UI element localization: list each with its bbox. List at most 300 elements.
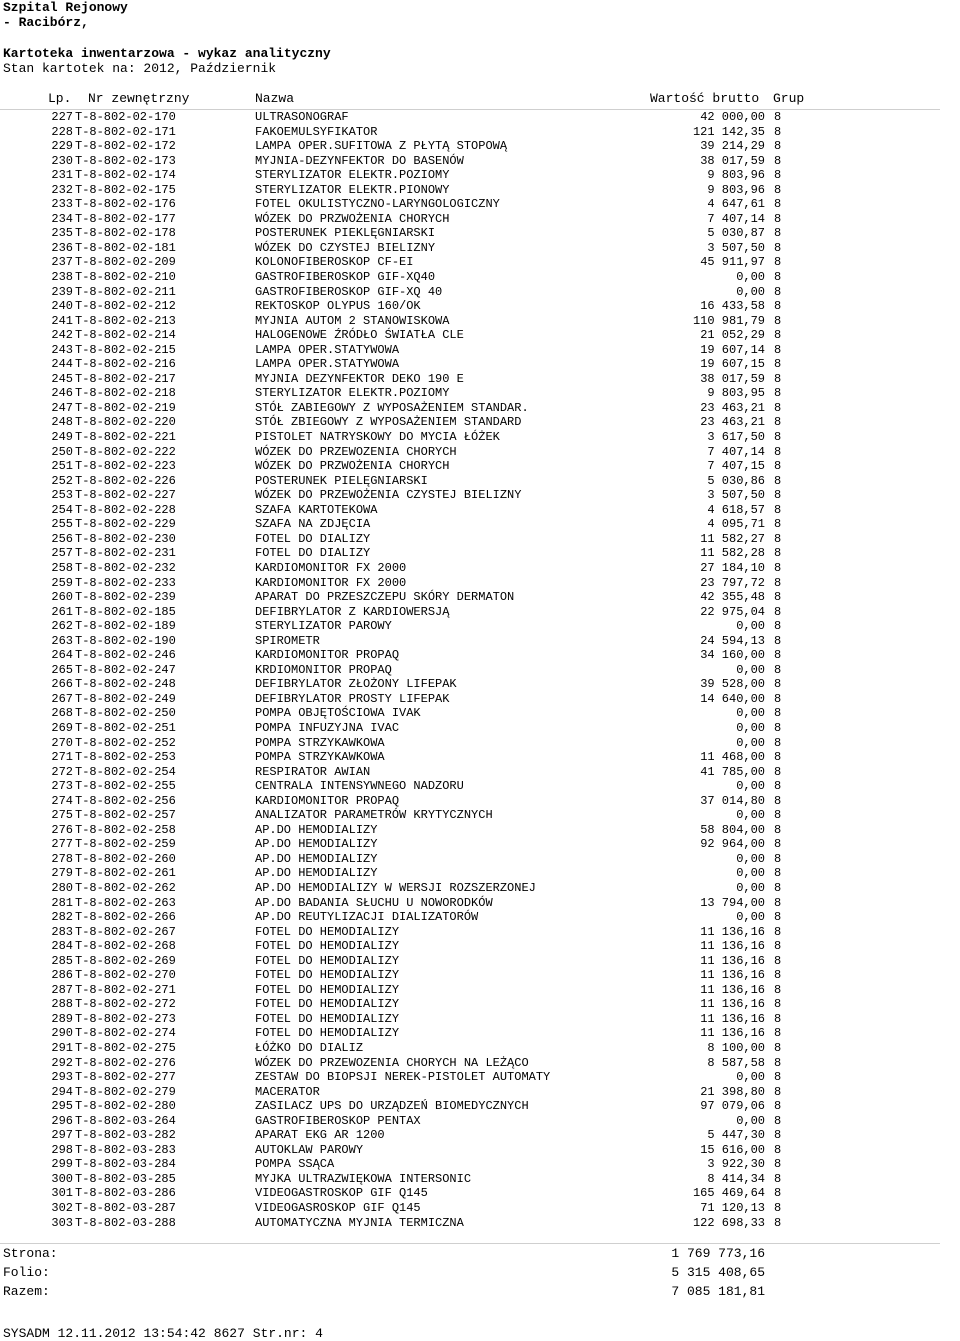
- row-lp: 281: [51, 895, 73, 910]
- row-group: 8: [774, 139, 782, 154]
- inventory-table: [0, 110, 960, 1230]
- row-value: 0,00: [736, 662, 765, 677]
- row-group: 8: [774, 110, 782, 124]
- row-group: 8: [774, 328, 782, 343]
- row-group: 8: [774, 240, 782, 255]
- table-row: [0, 401, 960, 416]
- summary-strona: [0, 1245, 960, 1263]
- table-row: [0, 1041, 960, 1056]
- row-name: KARDIOMONITOR PROPAQ: [255, 648, 400, 663]
- row-lp: 295: [51, 1099, 73, 1114]
- row-lp: 241: [51, 313, 73, 328]
- row-nr: T-8-802-02-176: [75, 197, 176, 212]
- row-value: 19 607,15: [700, 357, 765, 372]
- table-row: [0, 372, 960, 387]
- row-nr: T-8-802-02-172: [75, 139, 176, 154]
- row-value: 110 981,79: [692, 313, 765, 328]
- row-nr: T-8-802-02-221: [75, 430, 176, 445]
- report-subtitle: Stan kartotek na: 2012, Październik: [3, 61, 277, 76]
- hospital-city: - Racibórz,: [3, 15, 89, 30]
- row-name: KARDIOMONITOR PROPAQ: [255, 793, 400, 808]
- col-lp-header: Lp.: [48, 91, 72, 106]
- row-nr: T-8-802-02-266: [75, 910, 176, 925]
- row-nr: T-8-802-02-248: [75, 677, 176, 692]
- row-value: 38 017,59: [700, 371, 765, 386]
- row-value: 11 136,16: [700, 953, 765, 968]
- row-value: 5 030,86: [707, 473, 765, 488]
- row-group: 8: [774, 924, 782, 939]
- row-name: POMPA OBJĘTOŚCIOWA IVAK: [255, 706, 421, 721]
- table-row: [0, 721, 960, 736]
- row-name: POMPA INFUZYJNA IVAC: [255, 720, 400, 735]
- folio-label: Folio:: [3, 1265, 50, 1280]
- row-group: 8: [774, 677, 782, 692]
- row-lp: 271: [51, 750, 73, 765]
- row-lp: 236: [51, 240, 73, 255]
- row-lp: 253: [51, 488, 73, 503]
- row-nr: T-8-802-02-174: [75, 168, 176, 183]
- table-row: [0, 328, 960, 343]
- row-lp: 270: [51, 735, 73, 750]
- table-row: [0, 983, 960, 998]
- row-lp: 227: [51, 110, 73, 124]
- row-nr: T-8-802-02-185: [75, 604, 176, 619]
- row-name: AP.DO BADANIA SŁUCHU U NOWORODKÓW: [255, 895, 493, 910]
- row-value: 7 407,14: [707, 444, 765, 459]
- row-name: CENTRALA INTENSYWNEGO NADZORU: [255, 779, 464, 794]
- row-value: 39 528,00: [700, 677, 765, 692]
- table-row: [0, 445, 960, 460]
- table-row: [0, 881, 960, 896]
- row-value: 3 922,30: [707, 1157, 765, 1172]
- table-row: [0, 619, 960, 634]
- row-name: DEFIBRYLATOR Z KARDIOWERSJĄ: [255, 604, 450, 619]
- row-name: MYJKA ULTRAZWIĘKOWA INTERSONIC: [255, 1171, 472, 1186]
- row-value: 45 911,97: [700, 255, 765, 270]
- row-value: 0,00: [736, 1113, 765, 1128]
- row-name: AUTOKLAW PAROWY: [255, 1142, 364, 1157]
- row-name: WÓZEK DO PRZEWOZENIA CHORYCH NA LEŻĄCO: [255, 1055, 529, 1070]
- row-nr: T-8-802-02-230: [75, 531, 176, 546]
- row-lp: 251: [51, 459, 73, 474]
- row-name: KARDIOMONITOR FX 2000: [255, 575, 407, 590]
- row-name: KRDIOMONITOR PROPAQ: [255, 662, 392, 677]
- row-name: STERYLIZATOR ELEKTR.PIONOWY: [255, 182, 450, 197]
- row-group: 8: [774, 750, 782, 765]
- row-group: 8: [774, 822, 782, 837]
- row-name: FOTEL DO HEMODIALIZY: [255, 968, 400, 983]
- row-nr: T-8-802-02-229: [75, 517, 176, 532]
- table-row: [0, 896, 960, 911]
- row-group: 8: [774, 488, 782, 503]
- row-group: 8: [774, 604, 782, 619]
- row-group: 8: [774, 313, 782, 328]
- row-name: REKTOSKOP OLYPUS 160/OK: [255, 299, 421, 314]
- row-name: FOTEL OKULISTYCZNO-LARYNGOLOGICZNY: [255, 197, 500, 212]
- row-nr: T-8-802-02-220: [75, 415, 176, 430]
- row-value: 5 447,30: [707, 1128, 765, 1143]
- page-footer: [3, 1326, 323, 1341]
- row-group: 8: [774, 255, 782, 270]
- table-row: [0, 910, 960, 925]
- row-lp: 296: [51, 1113, 73, 1128]
- row-lp: 279: [51, 866, 73, 881]
- row-group: 8: [774, 720, 782, 735]
- row-name: LAMPA OPER.STATYWOWA: [255, 342, 400, 357]
- row-value: 0,00: [736, 779, 765, 794]
- row-nr: T-8-802-02-219: [75, 400, 176, 415]
- summary-razem: [0, 1283, 960, 1301]
- row-name: HALOGENOWE ŹRÓDŁO ŚWIATŁA CLE: [255, 328, 464, 343]
- row-group: 8: [774, 1084, 782, 1099]
- row-group: 8: [774, 706, 782, 721]
- table-row: [0, 997, 960, 1012]
- row-nr: T-8-802-03-283: [75, 1142, 176, 1157]
- row-name: VIDEOGASROSKOP GIF Q145: [255, 1201, 421, 1216]
- table-row: [0, 692, 960, 707]
- row-lp: 290: [51, 1026, 73, 1041]
- row-value: 5 030,87: [707, 226, 765, 241]
- table-row: [0, 255, 960, 270]
- row-group: 8: [774, 764, 782, 779]
- row-lp: 240: [51, 299, 73, 314]
- hospital-name: Szpital Rejonowy: [3, 0, 128, 15]
- table-row: [0, 576, 960, 591]
- row-lp: 255: [51, 517, 73, 532]
- row-group: 8: [774, 779, 782, 794]
- row-group: 8: [774, 837, 782, 852]
- table-row: [0, 1172, 960, 1187]
- row-name: KARDIOMONITOR FX 2000: [255, 560, 407, 575]
- row-name: WÓZEK DO PRZEWOZENIA CHORYCH: [255, 444, 457, 459]
- row-nr: T-8-802-02-256: [75, 793, 176, 808]
- row-name: LAMPA OPER.SUFITOWA Z PŁYTĄ STOPOWĄ: [255, 139, 508, 154]
- row-lp: 303: [51, 1215, 73, 1230]
- row-name: FOTEL DO HEMODIALIZY: [255, 1026, 400, 1041]
- row-lp: 249: [51, 430, 73, 445]
- row-group: 8: [774, 531, 782, 546]
- table-row: [0, 285, 960, 300]
- row-value: 23 797,72: [700, 575, 765, 590]
- row-value: 11 136,16: [700, 939, 765, 954]
- row-nr: T-8-802-02-239: [75, 590, 176, 605]
- row-lp: 244: [51, 357, 73, 372]
- row-nr: T-8-802-02-252: [75, 735, 176, 750]
- row-lp: 245: [51, 371, 73, 386]
- row-group: 8: [774, 444, 782, 459]
- table-row: [0, 1186, 960, 1201]
- table-row: [0, 866, 960, 881]
- table-row: [0, 459, 960, 474]
- row-lp: 261: [51, 604, 73, 619]
- row-nr: T-8-802-02-269: [75, 953, 176, 968]
- row-lp: 239: [51, 284, 73, 299]
- row-lp: 258: [51, 560, 73, 575]
- row-nr: T-8-802-02-209: [75, 255, 176, 270]
- table-row: [0, 779, 960, 794]
- row-group: 8: [774, 124, 782, 139]
- row-value: 0,00: [736, 720, 765, 735]
- row-lp: 232: [51, 182, 73, 197]
- row-group: 8: [774, 415, 782, 430]
- row-group: 8: [774, 895, 782, 910]
- row-lp: 297: [51, 1128, 73, 1143]
- row-nr: T-8-802-02-215: [75, 342, 176, 357]
- row-lp: 267: [51, 691, 73, 706]
- row-lp: 254: [51, 502, 73, 517]
- table-row: [0, 1157, 960, 1172]
- row-group: 8: [774, 211, 782, 226]
- table-row: [0, 488, 960, 503]
- table-row: [0, 110, 960, 125]
- col-group-header: Grup: [773, 91, 805, 106]
- row-group: 8: [774, 910, 782, 925]
- row-nr: T-8-802-02-216: [75, 357, 176, 372]
- table-row: [0, 648, 960, 663]
- row-value: 34 160,00: [700, 648, 765, 663]
- row-value: 38 017,59: [700, 153, 765, 168]
- row-value: 42 000,00: [700, 110, 765, 124]
- table-row: [0, 605, 960, 620]
- row-value: 9 803,96: [707, 168, 765, 183]
- row-nr: T-8-802-02-223: [75, 459, 176, 474]
- row-name: GASTROFIBEROSKOP GIF-XQ40: [255, 270, 436, 285]
- table-row: [0, 415, 960, 430]
- row-value: 41 785,00: [700, 764, 765, 779]
- row-lp: 263: [51, 633, 73, 648]
- row-value: 0,00: [736, 851, 765, 866]
- table-row: [0, 474, 960, 489]
- row-group: 8: [774, 851, 782, 866]
- row-value: 39 214,29: [700, 139, 765, 154]
- row-name: RESPIRATOR AWIAN: [255, 764, 371, 779]
- row-group: 8: [774, 342, 782, 357]
- row-group: 8: [774, 546, 782, 561]
- row-nr: T-8-802-03-285: [75, 1171, 176, 1186]
- row-value: 121 142,35: [692, 124, 765, 139]
- table-row: [0, 1056, 960, 1071]
- row-nr: T-8-802-02-211: [75, 284, 176, 299]
- row-group: 8: [774, 982, 782, 997]
- table-row: [0, 1070, 960, 1085]
- row-lp: 289: [51, 1011, 73, 1026]
- row-name: FOTEL DO HEMODIALIZY: [255, 1011, 400, 1026]
- row-lp: 257: [51, 546, 73, 561]
- row-group: 8: [774, 517, 782, 532]
- row-nr: T-8-802-03-288: [75, 1215, 176, 1230]
- row-nr: T-8-802-02-272: [75, 997, 176, 1012]
- row-name: SPIROMETR: [255, 633, 320, 648]
- row-lp: 237: [51, 255, 73, 270]
- row-lp: 233: [51, 197, 73, 212]
- row-name: AP.DO HEMODIALIZY W WERSJI ROZSZERZONEJ: [255, 880, 536, 895]
- table-row: [0, 197, 960, 212]
- footer-date: 12.11.2012: [57, 1326, 136, 1341]
- row-lp: 248: [51, 415, 73, 430]
- row-name: SZAFA NA ZDJĘCIA: [255, 517, 371, 532]
- row-group: 8: [774, 1157, 782, 1172]
- table-row: [0, 241, 960, 256]
- row-value: 11 136,16: [700, 997, 765, 1012]
- row-name: SZAFA KARTOTEKOWA: [255, 502, 378, 517]
- row-nr: T-8-802-02-253: [75, 750, 176, 765]
- row-name: DEFIBRYLATOR PROSTY LIFEPAK: [255, 691, 450, 706]
- row-nr: T-8-802-02-268: [75, 939, 176, 954]
- row-group: 8: [774, 400, 782, 415]
- table-row: [0, 1128, 960, 1143]
- row-value: 3 507,50: [707, 240, 765, 255]
- row-lp: 229: [51, 139, 73, 154]
- table-row: [0, 1143, 960, 1158]
- row-lp: 299: [51, 1157, 73, 1172]
- table-row: [0, 532, 960, 547]
- table-row: [0, 430, 960, 445]
- row-nr: T-8-802-03-282: [75, 1128, 176, 1143]
- row-lp: 302: [51, 1201, 73, 1216]
- row-value: 0,00: [736, 880, 765, 895]
- row-value: 4 618,57: [707, 502, 765, 517]
- row-group: 8: [774, 953, 782, 968]
- row-name: POSTERUNEK PIEKLĘGNIARSKI: [255, 226, 436, 241]
- row-group: 8: [774, 939, 782, 954]
- row-value: 22 975,04: [700, 604, 765, 619]
- column-headers: [0, 91, 960, 107]
- row-group: 8: [774, 1201, 782, 1216]
- row-group: 8: [774, 1142, 782, 1157]
- row-value: 42 355,48: [700, 590, 765, 605]
- row-lp: 259: [51, 575, 73, 590]
- row-name: APARAT DO PRZESZCZEPU SKÓRY DERMATON: [255, 590, 515, 605]
- row-nr: T-8-802-02-258: [75, 822, 176, 837]
- row-value: 0,00: [736, 735, 765, 750]
- row-lp: 231: [51, 168, 73, 183]
- row-nr: T-8-802-02-170: [75, 110, 176, 124]
- table-row: [0, 125, 960, 140]
- row-lp: 256: [51, 531, 73, 546]
- row-name: GASTROFIBEROSKOP GIF-XQ 40: [255, 284, 443, 299]
- row-name: FOTEL DO HEMODIALIZY: [255, 924, 400, 939]
- row-value: 23 463,21: [700, 400, 765, 415]
- table-row: [0, 299, 960, 314]
- row-lp: 301: [51, 1186, 73, 1201]
- row-group: 8: [774, 1128, 782, 1143]
- row-nr: T-8-802-02-190: [75, 633, 176, 648]
- row-value: 21 052,29: [700, 328, 765, 343]
- row-group: 8: [774, 357, 782, 372]
- row-nr: T-8-802-02-171: [75, 124, 176, 139]
- table-row: [0, 154, 960, 169]
- table-row: [0, 270, 960, 285]
- row-nr: T-8-802-02-275: [75, 1041, 176, 1055]
- row-value: 8 100,00: [707, 1041, 765, 1055]
- strona-label: Strona:: [3, 1246, 58, 1261]
- row-group: 8: [774, 1171, 782, 1186]
- row-lp: 265: [51, 662, 73, 677]
- row-nr: T-8-802-02-231: [75, 546, 176, 561]
- table-row: [0, 1085, 960, 1100]
- row-lp: 269: [51, 720, 73, 735]
- row-nr: T-8-802-03-264: [75, 1113, 176, 1128]
- row-lp: 287: [51, 982, 73, 997]
- row-name: AUTOMATYCZNA MYJNIA TERMICZNA: [255, 1215, 464, 1230]
- row-group: 8: [774, 1055, 782, 1070]
- row-nr: T-8-802-02-262: [75, 880, 176, 895]
- row-name: DEFIBRYLATOR ZŁOŻONY LIFEPAK: [255, 677, 457, 692]
- row-value: 58 804,00: [700, 822, 765, 837]
- row-value: 14 640,00: [700, 691, 765, 706]
- row-nr: T-8-802-02-233: [75, 575, 176, 590]
- table-row: [0, 852, 960, 867]
- row-value: 3 617,50: [707, 430, 765, 445]
- row-nr: T-8-802-02-217: [75, 371, 176, 386]
- row-nr: T-8-802-02-212: [75, 299, 176, 314]
- row-nr: T-8-802-02-254: [75, 764, 176, 779]
- row-nr: T-8-802-02-279: [75, 1084, 176, 1099]
- table-row: [0, 517, 960, 532]
- row-nr: T-8-802-02-249: [75, 691, 176, 706]
- table-row: [0, 1201, 960, 1216]
- row-group: 8: [774, 1026, 782, 1041]
- row-value: 11 582,27: [700, 531, 765, 546]
- table-row: [0, 386, 960, 401]
- row-lp: 266: [51, 677, 73, 692]
- footer-code: 8627: [213, 1326, 245, 1341]
- table-row: [0, 1216, 960, 1231]
- row-lp: 250: [51, 444, 73, 459]
- row-group: 8: [774, 473, 782, 488]
- row-value: 165 469,64: [692, 1186, 765, 1201]
- row-lp: 276: [51, 822, 73, 837]
- row-name: AP.DO HEMODIALIZY: [255, 851, 378, 866]
- row-nr: T-8-802-03-284: [75, 1157, 176, 1172]
- row-name: KOLONOFIBEROSKOP CF-EI: [255, 255, 414, 270]
- row-name: ŁÓŻKO DO DIALIZ: [255, 1041, 364, 1055]
- row-lp: 235: [51, 226, 73, 241]
- row-lp: 282: [51, 910, 73, 925]
- row-lp: 291: [51, 1041, 73, 1055]
- row-lp: 293: [51, 1070, 73, 1085]
- row-group: 8: [774, 619, 782, 634]
- row-nr: T-8-802-03-287: [75, 1201, 176, 1216]
- row-group: 8: [774, 590, 782, 605]
- table-row: [0, 168, 960, 183]
- row-name: STERYLIZATOR ELEKTR.POZIOMY: [255, 386, 450, 401]
- row-lp: 273: [51, 779, 73, 794]
- row-lp: 262: [51, 619, 73, 634]
- row-lp: 288: [51, 997, 73, 1012]
- row-name: ZESTAW DO BIOPSJI NEREK-PISTOLET AUTOMATY: [255, 1070, 551, 1085]
- strona-value: 1 769 773,16: [671, 1246, 765, 1261]
- row-value: 15 616,00: [700, 1142, 765, 1157]
- row-name: AP.DO REUTYLIZACJI DIALIZATORÓW: [255, 910, 479, 925]
- row-group: 8: [774, 1041, 782, 1055]
- razem-value: 7 085 181,81: [671, 1284, 765, 1299]
- row-nr: T-8-802-02-273: [75, 1011, 176, 1026]
- row-name: MACERATOR: [255, 1084, 320, 1099]
- row-nr: T-8-802-02-173: [75, 153, 176, 168]
- row-lp: 268: [51, 706, 73, 721]
- row-group: 8: [774, 575, 782, 590]
- row-group: 8: [774, 1186, 782, 1201]
- row-lp: 228: [51, 124, 73, 139]
- summary-rule: [0, 1243, 940, 1244]
- row-value: 11 136,16: [700, 924, 765, 939]
- table-row: [0, 314, 960, 329]
- table-row: [0, 1114, 960, 1129]
- row-nr: T-8-802-02-232: [75, 560, 176, 575]
- row-value: 7 407,15: [707, 459, 765, 474]
- row-group: 8: [774, 168, 782, 183]
